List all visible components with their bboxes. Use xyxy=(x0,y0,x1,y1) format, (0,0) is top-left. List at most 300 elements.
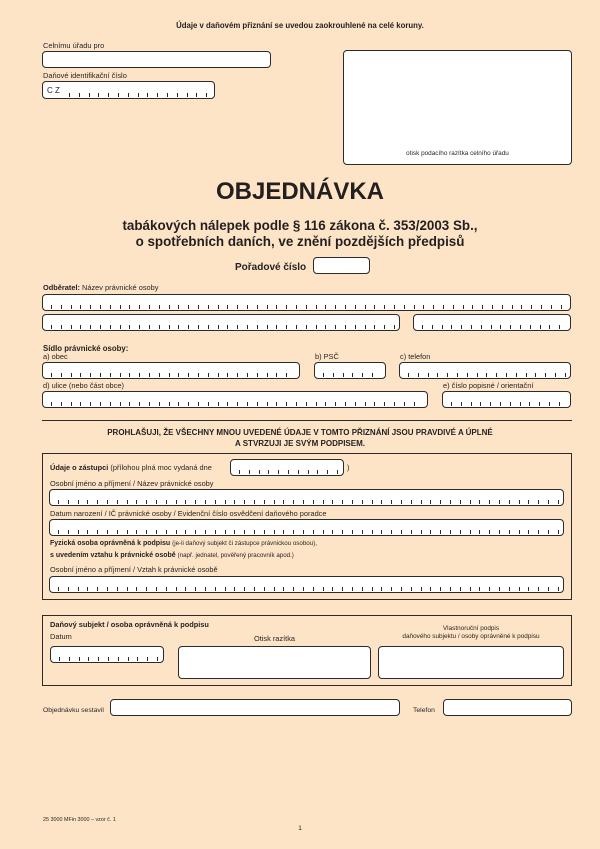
comb-tick xyxy=(146,500,147,504)
comb-tick xyxy=(195,530,196,534)
comb-tick xyxy=(526,373,527,377)
comb-tick xyxy=(414,305,415,309)
comb-tick xyxy=(411,530,412,534)
comb-tick xyxy=(509,500,510,504)
comb-tick xyxy=(51,305,52,309)
comb-tick xyxy=(195,500,196,504)
comb-tick xyxy=(421,500,422,504)
comb-tick xyxy=(87,587,88,591)
comb-tick xyxy=(139,325,140,329)
comb-tick xyxy=(428,373,429,377)
comb-tick xyxy=(372,500,373,504)
comb-tick xyxy=(325,325,326,329)
comb-tick xyxy=(422,325,423,329)
rep-name-label: Osobní jméno a příjmení / Název právnické osoby xyxy=(50,479,214,488)
comb-tick xyxy=(166,587,167,591)
comb-tick xyxy=(538,587,539,591)
comb-tick xyxy=(117,587,118,591)
comb-tick xyxy=(136,530,137,534)
comb-tick xyxy=(432,325,433,329)
comb-tick xyxy=(267,402,268,406)
comb-tick xyxy=(88,657,89,661)
comb-tick xyxy=(107,587,108,591)
comb-tick xyxy=(561,305,562,309)
comb-tick xyxy=(51,373,52,377)
comb-tick xyxy=(187,93,188,97)
rep-name-field[interactable] xyxy=(49,489,564,506)
comb-tick xyxy=(218,373,219,377)
comb-tick xyxy=(510,402,511,406)
comb-tick xyxy=(79,93,80,97)
comb-tick xyxy=(59,657,60,661)
comb-tick xyxy=(90,373,91,377)
street-comb xyxy=(43,392,427,407)
comb-tick xyxy=(442,325,443,329)
comb-tick xyxy=(129,402,130,406)
comb-tick xyxy=(313,530,314,534)
comb-tick xyxy=(69,657,70,661)
comb-tick xyxy=(461,325,462,329)
comb-tick xyxy=(58,500,59,504)
comb-tick xyxy=(208,305,209,309)
comb-tick xyxy=(178,402,179,406)
comb-tick xyxy=(453,305,454,309)
comb-tick xyxy=(529,402,530,406)
comb-tick xyxy=(159,373,160,377)
comb-tick xyxy=(335,305,336,309)
phone-comb xyxy=(400,363,570,378)
comb-tick xyxy=(276,373,277,377)
comb-tick xyxy=(365,305,366,309)
order-number-label: Pořadové číslo xyxy=(235,262,307,273)
form-code: 25 3000 MFin 3000 – vzor č. 1 xyxy=(43,817,116,823)
comb-tick xyxy=(303,587,304,591)
comb-tick xyxy=(512,305,513,309)
comb-tick xyxy=(227,373,228,377)
street-field[interactable] xyxy=(42,391,428,408)
comb-tick xyxy=(156,587,157,591)
comb-tick xyxy=(159,305,160,309)
comb-tick xyxy=(227,402,228,406)
comb-tick xyxy=(472,305,473,309)
comb-tick xyxy=(565,373,566,377)
relation-heading-bold: s uvedením vztahu k právnické osobě xyxy=(50,552,176,559)
comb-tick xyxy=(237,402,238,406)
comb-tick xyxy=(244,587,245,591)
signer-name-field[interactable] xyxy=(49,576,564,593)
comb-tick xyxy=(482,305,483,309)
signer-name-comb xyxy=(50,577,563,592)
comb-tick xyxy=(345,305,346,309)
rep-id-comb xyxy=(50,520,563,535)
comb-tick xyxy=(433,305,434,309)
comb-tick xyxy=(519,530,520,534)
comb-tick xyxy=(423,305,424,309)
comb-tick xyxy=(278,470,279,474)
comb-tick xyxy=(264,530,265,534)
comb-tick xyxy=(306,325,307,329)
comb-tick xyxy=(477,373,478,377)
company-stamp-field[interactable] xyxy=(178,646,371,679)
prepared-by-field[interactable] xyxy=(110,699,400,716)
comb-tick xyxy=(225,500,226,504)
comb-tick xyxy=(394,402,395,406)
comb-tick xyxy=(323,373,324,377)
comb-tick xyxy=(519,500,520,504)
comb-tick xyxy=(100,325,101,329)
comb-tick xyxy=(218,325,219,329)
comb-tick xyxy=(264,587,265,591)
comb-tick xyxy=(80,402,81,406)
comb-tick xyxy=(381,530,382,534)
comb-tick xyxy=(110,373,111,377)
comb-tick xyxy=(365,402,366,406)
comb-tick xyxy=(267,305,268,309)
comb-tick xyxy=(323,587,324,591)
comb-tick xyxy=(286,305,287,309)
comb-tick xyxy=(343,373,344,377)
signature-date-field[interactable] xyxy=(50,646,164,663)
comb-tick xyxy=(430,530,431,534)
comb-tick xyxy=(374,402,375,406)
comb-tick xyxy=(323,500,324,504)
signature-date-comb xyxy=(51,647,163,662)
comb-tick xyxy=(198,402,199,406)
comb-tick xyxy=(549,402,550,406)
comb-tick xyxy=(374,325,375,329)
zip-label: b) PSČ xyxy=(315,352,339,361)
comb-tick xyxy=(254,530,255,534)
comb-tick xyxy=(479,530,480,534)
comb-tick xyxy=(61,325,62,329)
customer-comb-2 xyxy=(43,315,399,330)
comb-tick xyxy=(506,373,507,377)
city-comb xyxy=(43,363,299,378)
comb-tick xyxy=(342,530,343,534)
comb-tick xyxy=(244,530,245,534)
comb-tick xyxy=(80,373,81,377)
comb-tick xyxy=(296,402,297,406)
comb-tick xyxy=(480,402,481,406)
comb-tick xyxy=(80,305,81,309)
comb-tick xyxy=(460,530,461,534)
comb-tick xyxy=(490,402,491,406)
office-label: Celnímu úřadu pro xyxy=(43,41,105,50)
comb-tick xyxy=(440,587,441,591)
sign-caption-line1: Vlastnoruční podpis xyxy=(442,625,500,632)
comb-tick xyxy=(491,325,492,329)
comb-tick xyxy=(127,587,128,591)
comb-tick xyxy=(479,500,480,504)
street-label: d) ulice (nebo část obce) xyxy=(43,381,124,390)
order-number-field[interactable] xyxy=(313,257,370,274)
comb-tick xyxy=(120,325,121,329)
comb-tick xyxy=(110,402,111,406)
comb-tick xyxy=(195,587,196,591)
comb-tick xyxy=(337,470,338,474)
representative-title xyxy=(50,464,212,471)
comb-tick xyxy=(51,402,52,406)
comb-tick xyxy=(178,373,179,377)
comb-tick xyxy=(457,373,458,377)
comb-tick xyxy=(541,305,542,309)
comb-tick xyxy=(316,325,317,329)
comb-tick xyxy=(205,500,206,504)
comb-tick xyxy=(89,93,90,97)
comb-tick xyxy=(198,325,199,329)
house-number-field[interactable] xyxy=(442,391,571,408)
comb-tick xyxy=(120,373,121,377)
comb-tick xyxy=(362,500,363,504)
declaration-line2: A STVRZUJI JE SVÝM PODPISEM. xyxy=(235,439,365,448)
comb-tick xyxy=(384,325,385,329)
comb-tick xyxy=(149,373,150,377)
comb-tick xyxy=(510,325,511,329)
comb-tick xyxy=(342,587,343,591)
comb-tick xyxy=(470,500,471,504)
comb-tick xyxy=(137,657,138,661)
customer-comb-3 xyxy=(414,315,570,330)
comb-tick xyxy=(418,373,419,377)
comb-tick xyxy=(481,325,482,329)
comb-tick xyxy=(489,587,490,591)
comb-tick xyxy=(362,373,363,377)
comb-tick xyxy=(58,587,59,591)
comb-tick xyxy=(276,305,277,309)
rep-id-field[interactable] xyxy=(49,519,564,536)
office-field[interactable] xyxy=(42,51,271,68)
comb-tick xyxy=(239,470,240,474)
comb-tick xyxy=(71,402,72,406)
comb-tick xyxy=(118,657,119,661)
comb-tick xyxy=(404,402,405,406)
comb-tick xyxy=(227,325,228,329)
comb-tick xyxy=(332,530,333,534)
address-heading: Sídlo právnické osoby: xyxy=(43,344,129,353)
comb-tick xyxy=(394,325,395,329)
comb-tick xyxy=(539,402,540,406)
comb-tick xyxy=(138,93,139,97)
comb-tick xyxy=(176,587,177,591)
comb-tick xyxy=(499,587,500,591)
comb-tick xyxy=(430,500,431,504)
comb-tick xyxy=(156,530,157,534)
comb-tick xyxy=(293,500,294,504)
comb-tick xyxy=(188,402,189,406)
comb-tick xyxy=(267,373,268,377)
comb-tick xyxy=(437,373,438,377)
comb-tick xyxy=(166,530,167,534)
comb-tick xyxy=(519,587,520,591)
comb-tick xyxy=(549,325,550,329)
comb-tick xyxy=(332,587,333,591)
comb-tick xyxy=(414,402,415,406)
comb-tick xyxy=(254,500,255,504)
comb-tick xyxy=(538,500,539,504)
signer-heading xyxy=(50,540,317,547)
comb-tick xyxy=(90,402,91,406)
comb-tick xyxy=(100,402,101,406)
rep-name-comb xyxy=(50,490,563,505)
comb-tick xyxy=(97,530,98,534)
comb-tick xyxy=(384,305,385,309)
comb-tick xyxy=(372,587,373,591)
comb-tick xyxy=(521,305,522,309)
customer-name-field-3[interactable] xyxy=(413,314,571,331)
comb-tick xyxy=(283,587,284,591)
comb-tick xyxy=(129,373,130,377)
comb-tick xyxy=(316,402,317,406)
comb-tick xyxy=(496,373,497,377)
comb-tick xyxy=(313,587,314,591)
comb-tick xyxy=(61,305,62,309)
comb-tick xyxy=(71,325,72,329)
comb-tick xyxy=(234,500,235,504)
comb-tick xyxy=(117,500,118,504)
comb-tick xyxy=(450,587,451,591)
comb-tick xyxy=(227,305,228,309)
comb-tick xyxy=(215,530,216,534)
comb-tick xyxy=(127,530,128,534)
comb-tick xyxy=(283,500,284,504)
comb-tick xyxy=(169,305,170,309)
comb-tick xyxy=(451,402,452,406)
comb-tick xyxy=(274,530,275,534)
comb-tick xyxy=(548,500,549,504)
comb-tick xyxy=(355,402,356,406)
comb-tick xyxy=(293,530,294,534)
comb-tick xyxy=(313,500,314,504)
dic-field[interactable] xyxy=(42,81,215,99)
comb-tick xyxy=(237,373,238,377)
comb-tick xyxy=(460,500,461,504)
comb-tick xyxy=(323,530,324,534)
comb-tick xyxy=(355,325,356,329)
comb-tick xyxy=(298,470,299,474)
representative-title-rest: (přílohou plná moc vydaná dne xyxy=(110,463,212,472)
comb-tick xyxy=(247,402,248,406)
comb-tick xyxy=(555,373,556,377)
zip-field[interactable] xyxy=(314,362,386,379)
comb-tick xyxy=(381,500,382,504)
phone-field[interactable] xyxy=(399,362,571,379)
customer-name-field-2[interactable] xyxy=(42,314,400,331)
comb-tick xyxy=(166,500,167,504)
comb-tick xyxy=(516,373,517,377)
customer-label xyxy=(43,284,158,291)
comb-tick xyxy=(499,500,500,504)
handwritten-signature-field[interactable] xyxy=(378,646,564,679)
comb-tick xyxy=(286,325,287,329)
power-of-attorney-date-field[interactable] xyxy=(230,459,344,476)
comb-tick xyxy=(61,402,62,406)
comb-tick xyxy=(404,305,405,309)
comb-tick xyxy=(218,305,219,309)
comb-tick xyxy=(127,500,128,504)
comb-tick xyxy=(520,325,521,329)
comb-tick xyxy=(97,500,98,504)
comb-tick xyxy=(333,373,334,377)
comb-tick xyxy=(257,305,258,309)
comb-tick xyxy=(335,402,336,406)
comb-tick xyxy=(167,93,168,97)
comb-tick xyxy=(374,305,375,309)
comb-tick xyxy=(225,530,226,534)
comb-tick xyxy=(391,500,392,504)
comb-tick xyxy=(247,325,248,329)
comb-tick xyxy=(128,93,129,97)
comb-tick xyxy=(345,402,346,406)
comb-tick xyxy=(276,402,277,406)
comb-tick xyxy=(198,373,199,377)
relation-heading-rest: (např. jednatel, pověřený pracovník apod.) xyxy=(177,552,294,559)
city-field[interactable] xyxy=(42,362,300,379)
comb-tick xyxy=(136,500,137,504)
comb-tick xyxy=(372,530,373,534)
comb-tick xyxy=(178,325,179,329)
comb-tick xyxy=(139,373,140,377)
comb-tick xyxy=(206,93,207,97)
comb-tick xyxy=(157,657,158,661)
page-number: 1 xyxy=(298,825,302,832)
comb-tick xyxy=(551,305,552,309)
comb-tick xyxy=(479,587,480,591)
comb-tick xyxy=(460,587,461,591)
comb-tick xyxy=(274,500,275,504)
comb-tick xyxy=(450,530,451,534)
comb-tick xyxy=(520,402,521,406)
date-label: Datum xyxy=(50,632,72,641)
footer-phone-field[interactable] xyxy=(443,699,572,716)
comb-tick xyxy=(128,657,129,661)
dic-prefix: C Z xyxy=(47,86,60,95)
comb-tick xyxy=(316,305,317,309)
comb-tick xyxy=(249,470,250,474)
comb-tick xyxy=(205,587,206,591)
declaration-line1: PROHLAŠUJI, ŽE VŠECHNY MNOU UVEDENÉ ÚDAJE V TOMTO PŘIZNÁNÍ JSOU PRAVDIVÉ A ÚPLNÉ xyxy=(107,428,493,437)
comb-tick xyxy=(283,530,284,534)
phone-label: c) telefon xyxy=(400,352,431,361)
comb-tick xyxy=(308,470,309,474)
comb-tick xyxy=(463,305,464,309)
page-title: OBJEDNÁVKA xyxy=(215,178,385,205)
comb-tick xyxy=(528,500,529,504)
comb-tick xyxy=(118,93,119,97)
comb-tick xyxy=(509,587,510,591)
comb-tick xyxy=(58,530,59,534)
prepared-by-label: Objednávku sestavil xyxy=(43,707,104,714)
comb-tick xyxy=(98,93,99,97)
poa-date-comb xyxy=(231,460,343,475)
subtitle-line1: tabákových nálepek podle § 116 zákona č. 353/2003 Sb., xyxy=(122,218,478,233)
customer-name-field-1[interactable] xyxy=(42,294,571,311)
comb-tick xyxy=(381,587,382,591)
comb-tick xyxy=(234,587,235,591)
comb-tick xyxy=(259,470,260,474)
comb-tick xyxy=(97,587,98,591)
comb-tick xyxy=(257,402,258,406)
comb-tick xyxy=(394,305,395,309)
comb-tick xyxy=(149,325,150,329)
dic-comb xyxy=(43,82,214,98)
comb-tick xyxy=(470,587,471,591)
comb-tick xyxy=(208,373,209,377)
comb-tick xyxy=(208,402,209,406)
comb-tick xyxy=(470,530,471,534)
comb-tick xyxy=(129,325,130,329)
comb-tick xyxy=(528,587,529,591)
comb-tick xyxy=(408,373,409,377)
